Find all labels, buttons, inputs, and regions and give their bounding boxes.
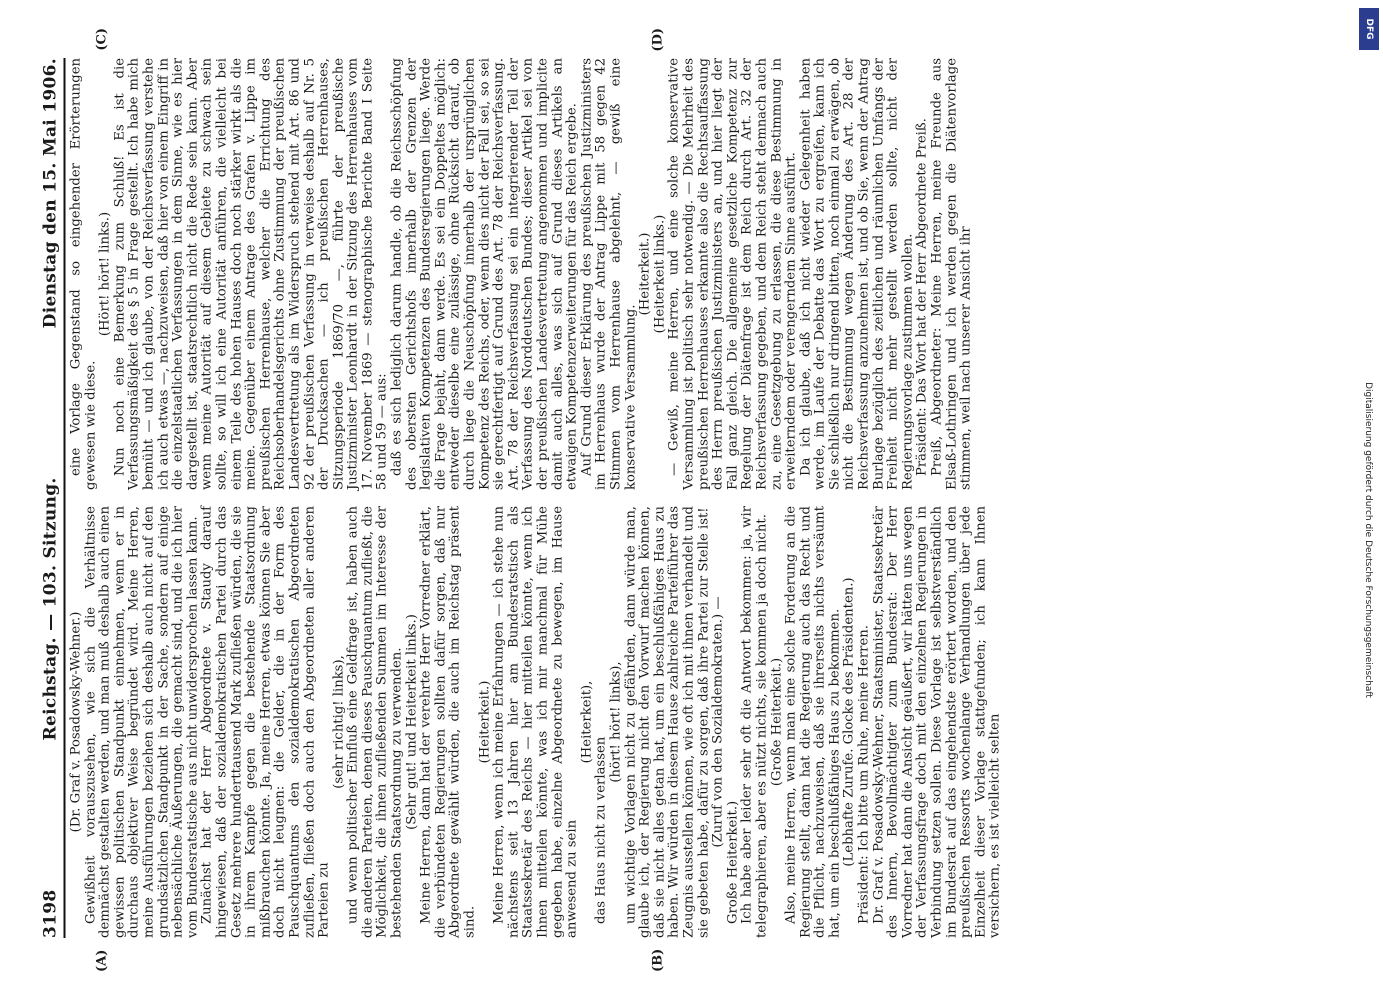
paragraph: Ich habe aber leider sehr oft die Antwort bekommen: ja, wir telegraphieren, aber es nützt nichts, sie kommen ja doch nicht. (739, 506, 769, 938)
paragraph: (Sehr gut! und Heiterkeit links.) (403, 614, 419, 830)
paragraph: Auf Grund dieser Erklärung des preußischen Justizministers im Herrenhaus wurde der Antrag Lippe mit 58 gegen 42 Stimmen vom Herrenhause abgelehnt, — gewiß eine konservative Versammlung. (578, 58, 638, 490)
paragraph: Gewißheit vorauszusehen, wie sich die Verhältnisse demnächst gestalten werden, und man muß deshalb auch einen gewissen politischen Standpunkt einnehmen, wenn er in durchaus objektiver Weise begründet wird. Meine Herren, meine Ausführungen beziehen sich deshalb auch nicht auf den grundsätzlichen Standpunkt in der Sache, sondern auf einige nebensächliche Äußerungen, die gemacht sind, und die ich hier vom Bundesratstische aus nicht unwidersprochen lassen kann. (82, 506, 200, 938)
paragraph: (Heiterkeit), (578, 680, 594, 764)
paragraph: (hört! hört! links), (607, 661, 623, 783)
margin-marker-d: (D) (650, 28, 665, 52)
paragraph: Also, meine Herren, wenn man eine solche Forderung an die Regierung stellt, dann hat die Regierung auch das Recht und die Pflicht, nachzuweisen, daß sie ihrerseits nichts versäumt hat, um ein beschlußfähiges Haus zu bekommen. (783, 506, 842, 938)
paragraph: Dr. Graf v. Posadowsky-Wehner, Staatsminister, Staatssekretär des Innern, Bevollmächtigter zum Bundesrat: Der Herr Vorredner hat dann die Ansicht geäußert, wir hätten uns wegen der Verfassungsfrage doch mit den einzelnen Regierungen in Verbindung setzen sollen. Diese Vorlage ist selbstverständlich im Bundesrat auf das eingehendste erörtert worden, und den preußischen Ressorts wochenlange Verhandlungen über jede Einzelheit dieser Vorlage stattgefunden; ich kann Ihnen versichern, es ist vielleicht selten (870, 506, 1003, 938)
session-date: Dienstag den 15. Mai 1906. (40, 58, 60, 329)
paragraph: Da ich glaube, daß ich nicht wieder Gelegenheit haben werde, im Laufe der Debatte das Wort zu ergreifen, kann ich Sie schließlich nur dringend bitten, noch einmal zu erwägen, ob nicht die Bestimmung wegen Änderung des Art. 28 der Reichsverfassung anzunehmen ist, und ob Sie, wenn der Antrag Burlage bezüglich des zeitlichen und räumlichen Umfangs der Freiheit nicht mehr gestellt werden sollte, nicht der Regierungsvorlage zustimmen wollen. (797, 58, 915, 490)
paragraph: und wenn politischer Einfluß eine Geldfrage ist, haben auch die anderen Parteien, denen dieses Pauschquantum zufließt, die Möglichkeit, die ihnen zufließenden Summen im Interesse der bestehenden Staatsordnung zu verwenden. (345, 506, 405, 938)
paragraph: (Hört! hört! links.) (97, 211, 113, 337)
paragraph: Zunächst hat der Herr Abgeordnete v. Staudy darauf hingewiesen, daß der sozialdemokratischen Partei durch das Gesetz mehrere hunderttausend Mark zufließen würden, die sie in ihrem Kampfe gegen die bestehende Staatsordnung mißbrauchen könnte. Ja, meine Herren, etwas können Sie aber doch nicht leugnen: die Gelder, die in der Form des Pauschquantums den sozialdemokratischen Abgeordneten zufließen, fließen doch auch den Abgeordneten aller anderen Parteien zu (199, 506, 332, 938)
paragraph: Große Heiterkeit.) (724, 800, 740, 924)
paragraph: (Heiterkeit.) (637, 232, 653, 316)
paragraph: Meine Herren, dann hat der verehrte Herr Vorredner erklärt, die verbündeten Regierungen sollten dafür sorgen, daß nur Abgeordnete gewählt würden, die auch im Reichstag präsent sind. (418, 506, 478, 938)
session-title: Reichstag. — 103. Sitzung. (40, 477, 60, 741)
digitization-note: Digitalisierung gefördert durch die Deutsche Forschungsgemeinschaft (1363, 382, 1373, 698)
paragraph: (Dr. Graf v. Posadowsky-Wehner.) (68, 611, 83, 833)
paragraph: (Lebhafte Zurufe. Glocke des Präsidenten.) (841, 577, 857, 867)
paragraph: (Heiterkeit.) (476, 680, 492, 764)
margin-marker-b: (B) (650, 948, 665, 972)
paragraph: (Zuruf von den Sozialdemokraten.) — (710, 596, 726, 848)
page (40, 28, 1270, 972)
paragraph: das Haus nicht zu verlassen (593, 736, 609, 924)
paragraph: Meine Herren, wenn ich meine Erfahrungen — ich stehe nun nächstens seit 13 Jahren hier am Bundesratstisch als Staatssekretär des Reichs — hier mitteilen könnte, wenn ich Ihnen mitteilen könnte, was ich mir manchmal für Mühe gegeben habe, einzelne Abgeordnete zu bewegen, im Hause anwesend zu sein (491, 506, 580, 938)
left-column (69, 506, 1244, 938)
paragraph: daß es sich lediglich darum handle, ob die Reichsschöpfung des obersten Gerichtshofs innerhalb der Grenzen der legislativen Kompetenzen des Bundesregierungen liege. Werde die Frage bejaht, dann werde. Es sei ein Doppeltes möglich: entweder dieselbe eine zulässige, ohne Rücksicht darauf, ob durch liege die Neuschöpfung innerhalb der ursprünglichen Kompetenz des Reichs, oder, wenn dies nicht der Fall sei, so sei sie gerechtfertigt auf Grund des Art. 78 der Reichsverfassung. Art. 78 der Reichsverfassung sei ein integrierender Teil der Verfassung des Norddeutschen Bundes; dieser Artikel sei von der preußischen Landesvertretung angenommen und implicite damit auch alles, was sich auf Grund dieses Artikels an etwaigen Kompetenzerweiterungen für das Reich ergebe. (389, 58, 580, 490)
right-column (69, 58, 1244, 490)
paragraph: (Große Heiterkeit.) (768, 657, 784, 787)
margin-marker-a: (A) (94, 949, 109, 972)
page-header (40, 58, 65, 938)
paragraph: Preiß, Abgeordneter: Meine Herren, meine Freunde aus Elsaß-Lothringen und ich werden gegen die Diätenvorlage stimmen, weil nach unserer Ansicht ihr (929, 58, 974, 490)
margin-marker-c: (C) (94, 28, 109, 51)
paragraph: eine Vorlage Gegenstand so eingehender Erörterungen gewesen wie diese. (68, 58, 98, 490)
page-number: 3198 (40, 889, 60, 938)
paragraph: (sehr richtig! links), (330, 655, 346, 789)
dfg-logo: DFG (1359, 8, 1379, 50)
text-columns (69, 58, 1244, 938)
paragraph: (Heiterkeit links.) (651, 214, 667, 334)
paragraph: — Gewiß, meine Herren, und eine solche konservative Versammlung ist politisch sehr notwendig. — Die Mehrheit des preußischen Herrenhauses erkannte also die Rechtsauffassung des Herrn preußischen Justizministers an, und hier liegt der Fall ganz gleich. Die allgemeine gesetzliche Kompetenz zur Regelung der Diätenfrage ist dem Reich durch Art. 32 der Reichsverfassung gegeben, und dem Reich steht demnach auch zu, eine Gesetzgebung zu erlassen, die diese Bestimmung in erweiterndem oder verengerndem Sinne ausführt. (666, 58, 799, 490)
paragraph: Präsident: Ich bitte um Ruhe, meine Herren. (856, 625, 872, 924)
paragraph: um wichtige Vorlagen nicht zu gefährden, dann würde man, glaube ich, der Regierung nicht den Vorwurf machen können, daß sie nicht alles getan hat, um ein beschlußfähiges Haus zu haben. Wir würden in diesem Hause zahlreiche Parteiführer das Zeugnis ausstellen können, wie oft ich mit ihnen verhandelt und sie gebeten habe, dafür zu sorgen, daß ihre Partei zur Stelle ist! (622, 506, 711, 938)
paragraph: Präsident: Das Wort hat der Herr Abgeordnete Preiß. (914, 118, 930, 476)
paragraph: Nun noch eine Bemerkung zum Schluß! Es ist die Verfassungsmäßigkeit des § 5 in Frage gestellt. Ich habe mich bemüht — und ich glaube, von der Reichsverfassung verstehe ich auch etwas —, nachzuweisen, daß hier von einem Eingriff in die einzelstaatlichen Verfassungen in dem Sinne, wie es hier dargestellt ist, staatsrechtlich nicht die Rede sein kann. Aber wenn meine Autorität auf diesem Gebiete zu schwach sein sollte, so will ich eine Autorität anführen, die vielleicht bei einem Teile des hohen Hauses doch noch stärker wirkt als die meine. Gegenüber einem Antrage des Grafen v. Lippe im preußischen Herrenhause, welcher die Errichtung des Reichsoberhandelsgerichts ohne Zustimmung der preußischen Landesvertretung als im Widerspruch stehend mit Art. 86 und 92 der preußischen Verfassung in verweise deshalb auf Nr. 5 der Drucksachen — ich preußischen Herrenhauses, Sitzungsperiode 1869/70 —, führte der preußische Justizminister Leonhardt in der Sitzung des Herrenhauses vom 17. November 1869 — stenographische Berichte Band I Seite 58 und 59 — aus: (111, 58, 390, 490)
